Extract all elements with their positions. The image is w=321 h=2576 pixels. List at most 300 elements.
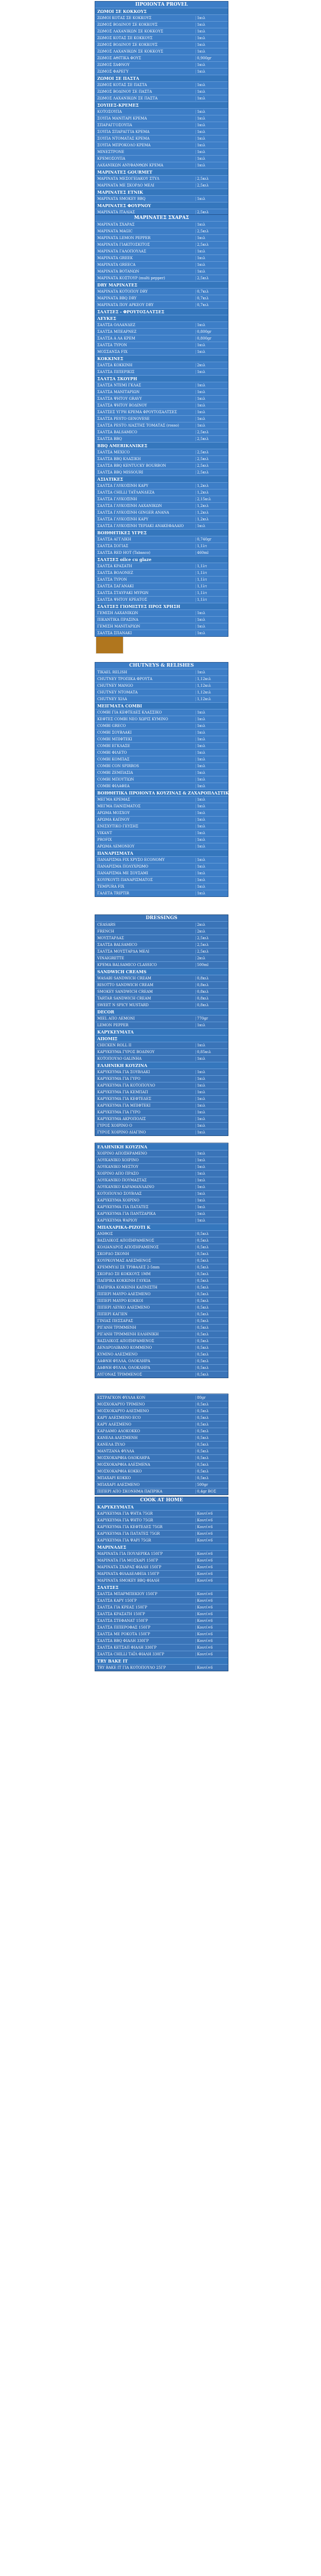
package-size: Κουτί×6 (195, 1572, 228, 1576)
product-name: ΚΑΡΥΚΕΥΜΑ ΓΙΑ ΨΑΡΙ 75GR (97, 1538, 151, 1543)
package-size: Κουτί×6 (195, 1579, 228, 1583)
package-size: 0,900gr (195, 56, 228, 60)
product-row (95, 268, 228, 275)
package-size: 1κιλ (195, 858, 228, 862)
product-row (95, 975, 228, 981)
package-size: Κουτί×6 (195, 1565, 228, 1569)
product-row (95, 1461, 228, 1468)
package-size: 1κιλ (195, 1158, 228, 1162)
product-row (95, 1414, 228, 1421)
product-name: ΚΡΕΜΑ BALSAMICO CLASSICO (97, 963, 157, 967)
product-row (95, 783, 228, 789)
product-name: ΚΑΡΥΚΕΥΜΑ ΓΙΑ ΚΟΤΟΠΟΥΛΟ (97, 1083, 155, 1088)
section-title: DRESSINGS (146, 916, 177, 921)
product-row (95, 948, 228, 955)
package-size: 0,5κιλ (195, 1429, 228, 1433)
product-row (95, 522, 228, 529)
product-row (95, 228, 228, 234)
product-name: ΚΟΥΡΚΟΥΤΙ ΠΑΝΑΡΙΣΜΑΤΟΣ (97, 878, 153, 882)
product-row (95, 1644, 228, 1651)
product-name: ΣΑΛΤΣΑ ΓΛΥΚΟΞΙΝΗ GINGER ΑΝΑΝΑ (97, 511, 169, 515)
package-size: Κουτί×6 (195, 1599, 228, 1603)
product-name: ΚΑΡΥΚΕΥΜΑ ΓΙΑ ΠΑΤΑΤΕΣ 75GR (97, 1532, 160, 1536)
product-name: ΚΟΤΟΠΟΥΛΟ GALINHA (97, 1057, 142, 1061)
package-size: 2,5κιλ (195, 276, 228, 280)
product-name: ΣΚΟΡΔΟ ΣΕ ΚΟΚΚΟΥΣ 1MM (97, 1272, 151, 1276)
category-label: ΜΑΡΙΝΑΔΕΣ (97, 1545, 127, 1550)
package-size: 1κιλ (195, 323, 228, 327)
product-row (95, 1177, 228, 1183)
package-size: 2κιλ (195, 956, 228, 960)
product-row (95, 1597, 228, 1604)
product-row (95, 195, 228, 202)
product-name: ΜΑΡΙΝΑΤΑ ΜΕ ΣΚΟΡΔΟ ΜΕΛΙ (97, 183, 155, 188)
package-size: 0,5κιλ (195, 1245, 228, 1249)
product-row (95, 429, 228, 435)
product-name: ΑΥΓΟΝΑΣ ΤΡΙΜΜΕΝΟΣ (97, 1372, 142, 1377)
package-size: 0,5κιλ (195, 1476, 228, 1480)
package-size: 0,5κιλ (195, 1416, 228, 1420)
product-name: ΚΑΝΕΛΑ ΞΥΛΟ (97, 1443, 126, 1447)
product-row (95, 1250, 228, 1257)
section-grill-marinades (95, 214, 228, 637)
package-size: 0,7κιλ (195, 296, 228, 300)
product-name: ΣΑΛΤΣΑ BBQ (97, 437, 122, 441)
product-name: COMBI GRECO (97, 724, 126, 728)
product-row (95, 108, 228, 115)
product-name: ΡΙΓΑΝΗ ΤΡΙΜΜΕΝΗ ΕΛΛΗΝΙΚΗ (97, 1332, 159, 1336)
product-row (95, 823, 228, 829)
product-name: ΚΑΡΥ ΑΛΕΣΜΕΝΟ ECO (97, 1416, 141, 1420)
product-name: ΣΑΛΤΣΑ ΣΠΑΝΑΚΙ (97, 631, 132, 635)
product-row (95, 1664, 228, 1671)
product-row (95, 255, 228, 261)
product-row (95, 348, 228, 355)
package-size: 1κιλ (195, 784, 228, 788)
category-label: ΒΟΗΘΗΤΙΚΕΣ ΥΓΡΕΣ (97, 530, 147, 535)
package-size: 1κιλ (195, 249, 228, 253)
package-size: 0,5κιλ (195, 1319, 228, 1323)
package-size: 1κιλ (195, 744, 228, 748)
package-size: Κουτί×6 (195, 1518, 228, 1522)
product-row (95, 115, 228, 122)
product-name: CHUTNEY MANGO (97, 684, 133, 688)
product-name: ΚΑΡΥΚΕΥΜΑ ΓΙΑ ΠΑΤΑΤΕΣ (97, 1205, 149, 1209)
product-row (95, 776, 228, 783)
product-name: ΣΑΛΤΣΑ MEXICO (97, 450, 130, 454)
product-name: ΜΟΣΣΑΝΣΑ FIX (97, 350, 128, 354)
product-name: ΣΑΛΤΣΑ ΜΠΕΑΡΝΕΖ (97, 330, 137, 334)
package-size: 0,5κιλ (195, 1346, 228, 1350)
product-name: ΣΑΛΤΣΑ ΓΛΥΚΟΞΙΝΗ ΤΕΡΙΑΚΙ ΑΝΑΚΕΦΑΛΑΙΟ (97, 524, 184, 528)
product-row (95, 1564, 228, 1570)
product-row (95, 1441, 228, 1448)
package-size: Κουτί×6 (195, 1552, 228, 1556)
package-size: 1κιλ (195, 1218, 228, 1223)
product-row (95, 928, 228, 935)
product-row (95, 543, 228, 549)
product-row (95, 409, 228, 415)
product-row (95, 1324, 228, 1331)
product-name: ΓΑΛΕΤΑ TRIPTIR (97, 891, 130, 895)
product-row (95, 1448, 228, 1454)
package-size: 1,1λτ (195, 564, 228, 568)
product-row (95, 14, 228, 21)
product-name: ΧΟΙΡΙΝΟ ΑΠΟ ΠΡΑΣΟ (97, 1172, 139, 1176)
product-row (95, 148, 228, 155)
product-name: ΣΑΛΤΣΑ ΓΛΥΚΟΞΙΝΗ ΚΑΡΥ (97, 517, 149, 521)
package-size: 1,12κιλ (195, 684, 228, 688)
product-name: ΜΑΡΙΝΑΤΑ ΚΟΤΟΠΟΥ DRY (97, 290, 148, 294)
package-size: Κουτί×6 (195, 1652, 228, 1656)
package-size: Κουτί×6 (195, 1632, 228, 1636)
product-name: SMOKEY SANDWICH CREAM (97, 990, 153, 994)
package-size: 1κιλ (195, 263, 228, 267)
package-size: 1κιλ (195, 804, 228, 808)
package-size: 0,5κιλ (195, 1279, 228, 1283)
product-name: ΚΑΡΥ ΑΛΕΣΜΕΝΟ (97, 1422, 132, 1427)
product-name: ΛΟΥΚΑΝΙΚΟ ΠΟΥΜΑΣΤΑΣ (97, 1178, 147, 1182)
package-size: 1κιλ (195, 236, 228, 240)
package-size: 2,15κιλ (195, 497, 228, 501)
product-row (95, 1475, 228, 1481)
product-name: ΖΩΜΟΣ ΒΟΔΙΝΟΥ ΣΕ ΠΑΣΤΑ (97, 90, 152, 94)
package-size: 0,5κιλ (195, 1469, 228, 1473)
package-size: 1κιλ (195, 811, 228, 815)
product-name: TEMPURA FIX (97, 885, 124, 889)
package-size: 0,800gr (195, 330, 228, 334)
package-size: 0,8κιλ (195, 990, 228, 994)
category-header (95, 603, 228, 609)
product-name: ΒΑΣΙΛΙΚΟΣ ΑΠΟΞΗΡΑΜΕΝΟΣ (97, 1339, 154, 1343)
package-size: 1κιλ (195, 751, 228, 755)
category-label: ΣΑΛΤΣΕΣ ΓΙΟΜΙΣΤΕΣ ΠΡΟΣ ΧΡΗΣΗ (97, 604, 181, 609)
package-size: 1κιλ (195, 865, 228, 869)
package-size: 1κιλ (195, 1198, 228, 1202)
category-header (95, 1503, 228, 1510)
product-name: TIKAEL RELISH (97, 670, 128, 674)
package-size: 1κιλ (195, 197, 228, 201)
product-name: WASABI SANDWICH CREAM (97, 976, 152, 980)
product-row (95, 1481, 228, 1488)
category-label: ΖΩΜΟΙ ΣΕ ΚΟΚΚΟΥΣ (97, 9, 147, 14)
product-name: ΠΙΚΑΝΤΙΚΑ ΠΡΑΣΙΝΑ (97, 618, 138, 622)
category-header (95, 189, 228, 195)
product-row (95, 1230, 228, 1237)
product-row (95, 241, 228, 248)
product-name: ΣΑΛΤΣΑ ΣΤΑΥΡΑΚΙ ΜΥΡΩΝ (97, 591, 149, 595)
package-size: 0,5κιλ (195, 1359, 228, 1363)
package-size: 0,5κιλ (195, 1326, 228, 1330)
package-size: 1κιλ (195, 49, 228, 54)
category-header (95, 556, 228, 563)
product-name: ΜΠΑΧΑΡΙ ΑΛΕΣΜΕΝΟ (97, 1483, 140, 1487)
product-row (95, 1550, 228, 1557)
product-name: ΣΑΛΤΣΑ ΓΛΥΚΟΞΙΝΗ ΚΑΡΥ (97, 484, 149, 488)
package-size: 0,7κιλ (195, 303, 228, 307)
product-row (95, 1115, 228, 1122)
product-name: ΣΑΛΤΣΑ ΜΟΥΣΤΑΡΔΑ ΜΕΛΙ (97, 950, 150, 954)
package-size: 1κιλ (195, 390, 228, 394)
product-name: VINAIGRETTE (97, 956, 124, 960)
category-label: ΚΟΚΚΙΝΕΣ (97, 356, 123, 361)
product-row (95, 1337, 228, 1344)
package-size: 1κιλ (195, 724, 228, 728)
product-name: ΜΑΝΤΖΑΝΑ ΦΥΛΛΑ (97, 1449, 134, 1453)
category-label: ΜΕΙΓΜΑΤΑ COMBI (97, 703, 142, 708)
product-name: ΚΑΡΥΚΕΥΜΑ ΓΙΑ ΨΗΤΟ 75GR (97, 1518, 153, 1522)
product-name: ΜΕΓΜΑ ΠΑΝΙΣΜΑΤΟΣ (97, 804, 141, 808)
category-header (95, 442, 228, 449)
product-row (95, 1244, 228, 1250)
package-size: 0,8κιλ (195, 1003, 228, 1007)
product-name: CHUTNEY ΤΡΟΠΙΚΑ ΦΡΟΥΤΑ (97, 677, 153, 681)
package-size: Κουτί×6 (195, 1532, 228, 1536)
product-row (95, 955, 228, 961)
product-row (95, 549, 228, 556)
package-size: 1κιλ (195, 878, 228, 882)
category-label: ΖΩΜΟΙ ΣΕ ΠΑΣΤΑ (97, 76, 139, 81)
product-row (95, 563, 228, 569)
product-row (95, 496, 228, 502)
package-size: 1κιλ (195, 36, 228, 40)
product-name: ΓΥΡΟΣ ΧΟΙΡΙΝΟ ΔΙΑΓΙΝΟ (97, 1130, 146, 1134)
product-row (95, 1624, 228, 1631)
package-size: 1κιλ (195, 824, 228, 828)
package-size: 1,2κιλ (195, 490, 228, 495)
product-name: ΜΟΣΧΟΚΑΡΦΙΑ ΚΟΚΚΟ (97, 1469, 142, 1473)
product-row (95, 1611, 228, 1617)
product-row (95, 569, 228, 576)
product-row (95, 128, 228, 135)
product-name: LEMON PEPPER (97, 1023, 129, 1027)
package-size: 2,5κιλ (195, 936, 228, 940)
section-title: CHUTNEYS & RELISHES (129, 663, 194, 668)
product-row (95, 182, 228, 189)
package-size: 1κιλ (195, 397, 228, 401)
product-name: COMBI CON SPIRROS (97, 764, 139, 768)
product-row (95, 876, 228, 883)
package-size: 1κιλ (195, 1090, 228, 1094)
package-size: Κουτί×6 (195, 1592, 228, 1596)
product-row (95, 221, 228, 228)
product-row (95, 1183, 228, 1190)
category-label: DECOR (97, 1009, 115, 1014)
product-row (95, 275, 228, 281)
category-label: ΣΑΛΤΣΑ ΣΚΟΥΡΗ (97, 376, 137, 381)
product-name: ΔΑΦΝΗ ΦΥΛΛΑ, ΟΛΟΚΛΗΡΑ (97, 1359, 150, 1363)
product-name: ΖΩΜΟΙ ΚΟΤΑΣ ΣΕ ΚΟΚΚΟΥΣ (97, 16, 152, 20)
package-size: 1κιλ (195, 70, 228, 74)
product-row (95, 1577, 228, 1584)
package-size: 80gr (195, 1396, 228, 1400)
product-name: ΒΑΣΙΛΙΚΟΣ ΑΠΟΞΗΡΑΜΕΝΟΣ (97, 1239, 154, 1243)
package-size: 0,5κιλ (195, 1312, 228, 1316)
package-size: 1κιλ (195, 16, 228, 20)
category-label: ΚΑΡΥΚΕΥΜΑΤΑ (97, 1029, 134, 1035)
product-name: ΚΑΡΥΚΕΥΜΑ ΓΙΑ ΚΕΦΤΕΔΕΣ (97, 1097, 151, 1101)
product-row (95, 736, 228, 742)
package-size: Κουτί×6 (195, 1512, 228, 1516)
product-name: ΛΑΧΑΝΙΚΩΝ ΑΝΥΦΑΝΘΩΝ ΚΡΕΜΑ (97, 163, 164, 167)
package-size: 1κιλ (195, 1043, 228, 1047)
category-header (95, 1062, 228, 1069)
product-name: ΛΟΥΚΑΝΙΚΟ ΚΑΡΑΜΑΝΛΑΙΝΟ (97, 1185, 154, 1189)
product-name: ΧΟΙΡΙΝΟ ΑΠΟΞΗΡΑΜΕΝΟ (97, 1151, 147, 1156)
package-size: 1κιλ (195, 611, 228, 615)
package-size: 1κιλ (195, 1077, 228, 1081)
product-row (95, 682, 228, 689)
product-name: ΜΑΡΙΝΑΤΑ ΠΟΥ ΑΡΚΕΟΥ DRY (97, 303, 154, 307)
package-size: 2,5κιλ (195, 183, 228, 188)
product-name: ΜΑΡΙΝΑΤΑ MAGIC (97, 229, 133, 233)
product-row (95, 729, 228, 736)
product-name: ΣΑΛΤΣΑ PESTO ΛΙΑΣΤΗΣ ΤΟΜΑΤΑΣ (rosso) (97, 423, 179, 428)
category-label: ΜΑΡΙΝΑΤΕΣ ΕΤΝΙΚ (97, 190, 143, 195)
product-row (95, 1557, 228, 1564)
package-size: 0,5κιλ (195, 1285, 228, 1290)
product-name: ΣΑΛΤΣΑ ΠΙΠΕΡΟΦΑΣ 150ΓΡ (97, 1625, 151, 1630)
product-row (95, 335, 228, 342)
package-size: 0,5κιλ (195, 1252, 228, 1256)
package-size: 1κιλ (195, 43, 228, 47)
product-row (95, 1304, 228, 1311)
package-size: 1κιλ (195, 350, 228, 354)
package-size: Κουτί×6 (195, 1666, 228, 1670)
package-size: 0,8κιλ (195, 976, 228, 980)
package-size: 0,5κιλ (195, 1265, 228, 1269)
product-row (95, 1394, 228, 1401)
product-row (95, 1317, 228, 1324)
package-size: 1κιλ (195, 1023, 228, 1027)
product-name: ΣΟΥΠΑ ΜΠΡΟΚΟΛΟ ΚΡΕΜΑ (97, 143, 151, 147)
package-size: 0,8κιλ (195, 996, 228, 1001)
package-size: 2,5κιλ (195, 943, 228, 947)
package-size: 1κιλ (195, 731, 228, 735)
product-row (95, 422, 228, 429)
product-row (95, 796, 228, 803)
product-name: ΣΑΛΤΣΑ ΜΠΑΡΜΠΕΚΙΟΥ 150ΓΡ (97, 1592, 157, 1596)
product-name: ΜΑΡΙΝΑΤΑ SMOKEY BBQ (97, 197, 146, 201)
package-size: 1κιλ (195, 1057, 228, 1061)
product-row (95, 288, 228, 295)
package-size: 0,5κιλ (195, 1449, 228, 1453)
category-label: BBQ AMERIKANIKEΣ (97, 443, 148, 448)
product-row (95, 870, 228, 876)
product-row (95, 1344, 228, 1351)
package-size: Κουτί×6 (195, 1612, 228, 1616)
package-size: Κουτί×6 (195, 1605, 228, 1609)
product-name: ΠΑΝΑΡΙΣΜΑ ΜΕ ΣΟΥΣΑΜΙ (97, 871, 148, 875)
package-size: 1κιλ (195, 417, 228, 421)
product-name: ΖΩΜΟΣ ΒΟΔΙΝΟΥ ΣΕ ΚΟΚΚΟΥΣ (97, 43, 158, 47)
product-row (95, 1022, 228, 1028)
product-name: ΚΑΡΔΑΜΟ ΑΛΟΚΟΚΚΟ (97, 1429, 140, 1433)
package-size: 1κιλ (195, 1083, 228, 1088)
package-size: 1κιλ (195, 777, 228, 782)
product-name: ΜΑΡΙΝΑΤΑ ΓΙΑ ΜΟΣΧΑΡΙ 150ΓΡ (97, 1558, 158, 1563)
package-size: Κουτί×6 (195, 1538, 228, 1543)
category-label: ΑΣΙΑΤΙΚΕΣ (97, 477, 123, 482)
package-size: 1κιλ (195, 717, 228, 721)
section-title: ΠΡΟΙΟΝΤΑ PROVEL (135, 2, 188, 7)
product-name: ΣΑΛΤΣΑ A ΛΑ ΚΡΕΜ (97, 336, 135, 341)
product-row (95, 836, 228, 843)
product-name: ΚΡΕΜΟΣΟΥΠΑ (97, 157, 126, 161)
product-row (95, 1604, 228, 1611)
product-name: ΖΩΜΟΣ ΛΑΧΑΝΙΚΩΝ ΣΕ ΚΟΚΚΟΥΣ (97, 29, 164, 33)
product-row (95, 856, 228, 863)
section-chutneys-relishes (95, 662, 236, 897)
category-label: ΠΑΝΑΡΙΣΜΑΤΑ (97, 851, 133, 856)
product-row (95, 675, 228, 682)
product-name: ΜΑΡΙΝΑΤΑ GREECA (97, 263, 136, 267)
category-header (95, 168, 228, 175)
package-size: 500ml (195, 963, 228, 967)
product-row (95, 1197, 228, 1204)
product-name: ΠΙΠΕΡΙ ΜΑΥΡΟ ΚΟΚΚΟΙ (97, 1299, 144, 1303)
product-row (95, 261, 228, 268)
product-name: FRENCH (97, 929, 114, 934)
product-row (95, 122, 228, 128)
category-label: ΜΑΡΙΝΑΤΕΣ ΦΟΥΡΝΟΥ (97, 203, 151, 208)
package-size: 1,1λτ (195, 591, 228, 595)
product-name: ΓΥΡΟΣ ΧΟΙΡΙΝΟ Ο (97, 1124, 132, 1128)
package-size: 1κιλ (195, 23, 228, 27)
package-size: 1,2κιλ (195, 484, 228, 488)
product-name: ΠΑΝΑΡΙΣΜΑ ΠΟΛΥΧΡΩΜΟ (97, 865, 149, 869)
product-row (95, 669, 228, 675)
product-name: ΜΟΣΧΟΚΑΡΥΟ ΤΡΙΜΕΝΟ (97, 1402, 145, 1406)
package-size: 1κιλ (195, 710, 228, 715)
product-row (95, 1510, 228, 1517)
product-row (95, 1042, 228, 1048)
package-size: 1κιλ (195, 143, 228, 147)
product-name: ΣΑΛΤΣΑ ΨΗΤΟΥ GRAVY (97, 397, 142, 401)
product-row (95, 1069, 228, 1075)
product-name: ΚΕΦΤΕΣ COMBI ΝΕΟ ΧΩΡΙΣ ΚΥΜΙΝΟ (97, 717, 168, 721)
package-size: 1κιλ (195, 757, 228, 761)
category-label: ΕΛΛΗΝΙΚΗ ΚΟΥΖΙΝΑ (97, 1063, 148, 1068)
product-row (95, 162, 228, 168)
section-cook-at-home (95, 1497, 228, 1671)
package-size: 1κιλ (195, 737, 228, 741)
category-header (95, 1584, 228, 1590)
product-row (95, 1095, 228, 1102)
product-row (95, 1358, 228, 1364)
product-row (95, 890, 228, 896)
product-row (95, 1237, 228, 1244)
product-name: ΚΑΡΥΚΕΥΜΑ ΑΚΡΟΠΟΛΙΣ (97, 1117, 146, 1121)
product-row (95, 981, 228, 988)
package-size: 1κιλ (195, 1212, 228, 1216)
package-size: 1κιλ (195, 96, 228, 100)
product-row (95, 248, 228, 255)
product-name: PROFIX (97, 838, 112, 842)
product-row (95, 1082, 228, 1089)
product-row (95, 382, 228, 388)
product-name: ΜΑΡΙΝΑΤΑ GREEK (97, 256, 133, 260)
package-size: 0,5κιλ (195, 1272, 228, 1276)
product-name: ΠΙΠΕΡΙ ΑΠΟ ΣΚΟΝΗΜΑ ΠΑΠΡΙΚΑ (97, 1489, 163, 1494)
product-name: ΑΡΩΜΑ ΜΟΣΧΟΥ (97, 811, 130, 815)
package-size: 0,5κιλ (195, 1422, 228, 1427)
package-size: 0,5κιλ (195, 1456, 228, 1460)
product-name: ΣΑΛΤΣΑ ΨΗΤΟΥ ΒΟΔΙΝΟΥ (97, 403, 147, 408)
package-size: 1κιλ (195, 618, 228, 622)
package-size: 1κιλ (195, 631, 228, 635)
product-row (95, 295, 228, 301)
